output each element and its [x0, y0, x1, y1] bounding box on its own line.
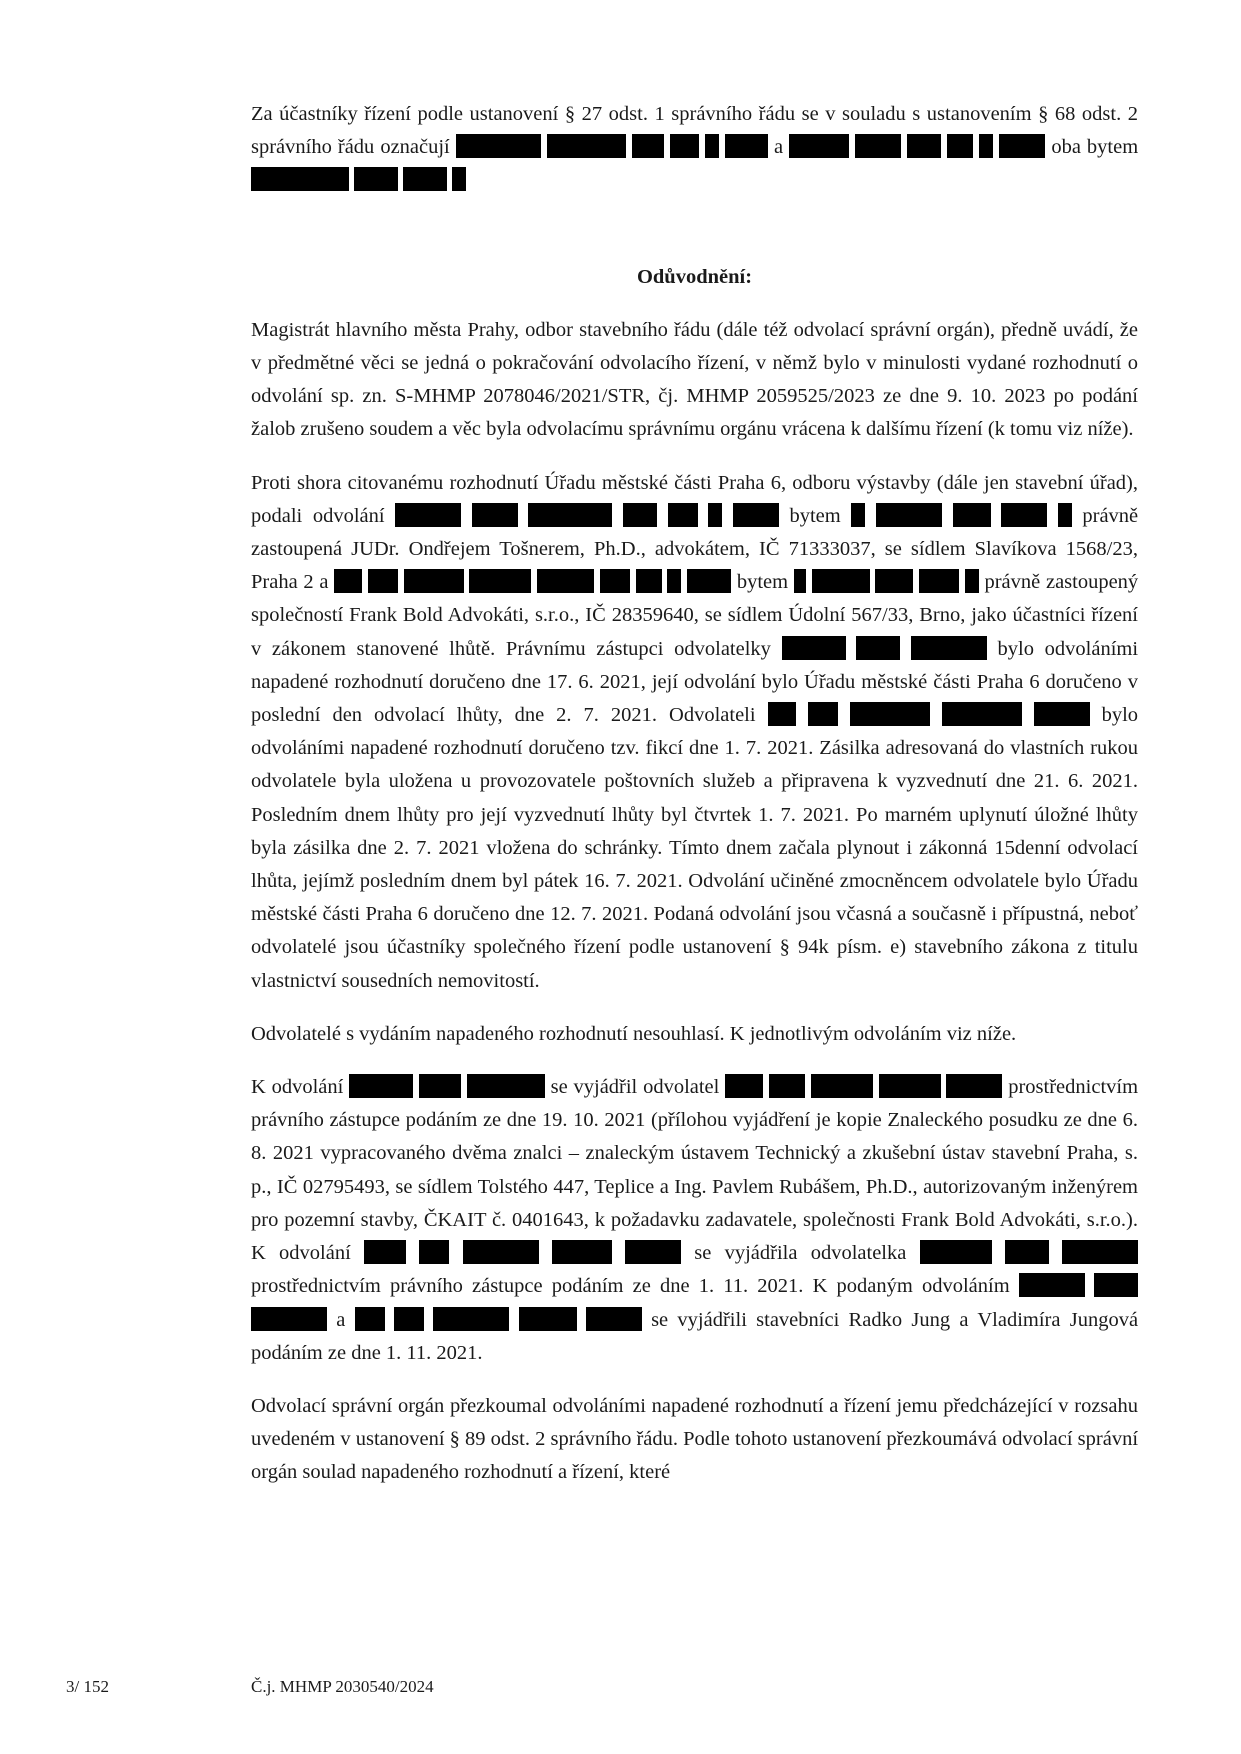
redaction-block	[600, 569, 630, 593]
intro-text: a	[773, 136, 784, 159]
paragraph-text: se vyjádřil odvolatel	[550, 1076, 720, 1099]
redaction-block	[334, 569, 362, 593]
redaction-block	[1034, 702, 1090, 726]
redaction-block	[547, 134, 626, 158]
redaction-block	[667, 569, 681, 593]
redaction-block	[354, 167, 398, 191]
intro-text: oba bytem	[1051, 136, 1139, 159]
redaction-block	[1094, 1273, 1138, 1297]
redaction-block	[632, 134, 664, 158]
redaction-block	[875, 569, 913, 593]
redaction-block	[811, 1074, 873, 1098]
paragraph-text: bylo odvoláními napadené rozhodnutí doručeno dne 17. 6. 2021, její odvolání bylo Úřadu městské části Praha 6 doručeno v poslední den odvolací lhůty, dne 2. 7. 2021. Odvolateli	[251, 637, 1139, 727]
redaction-block	[404, 569, 464, 593]
paragraph-text: bytem	[736, 571, 789, 594]
redaction-block	[947, 134, 973, 158]
paragraph: Odvolací správní orgán přezkoumal odvoláními napadené rozhodnutí a řízení jemu předcházející v rozsahu uvedeném v ustanovení § 89 odst. 2 správního řádu. Podle tohoto ustanovení přezkoumává odvolací správní orgán soulad napadeného rozhodnutí a řízení, které	[251, 1394, 1139, 1484]
paragraph-text: prostřednictvím právního zástupce podáním ze dne 1. 11. 2021. K podaným odvoláním	[251, 1275, 1010, 1298]
redaction-block	[251, 1307, 327, 1331]
redaction-block	[463, 1240, 539, 1264]
redaction-block	[368, 569, 398, 593]
redaction-block	[907, 134, 941, 158]
redaction-block	[537, 569, 594, 593]
redaction-block	[725, 1074, 763, 1098]
paragraph-text: právně zastoupená JUDr. Ondřejem Tošnerem, Ph.D., advokátem, IČ 71333037, se sídlem Slavíkova 1568/23, Praha 2 a	[251, 504, 1139, 594]
redaction-block	[979, 134, 993, 158]
redaction-block	[668, 503, 698, 527]
redaction-block	[942, 702, 1022, 726]
paragraph: Magistrát hlavního města Prahy, odbor stavebního řádu (dále též odvolací správní orgán), předně uvádí, že v předmětné věci se jedná o pokračování odvolacího řízení, v němž bylo v minulosti vydané rozhodnutí o odvolání sp. zn. S-MHMP 2078046/2021/STR, čj. MHMP 2059525/2023 ze dne 9. 10. 2023 po podání žalob zrušeno soudem a věc byla odvolacímu správnímu orgánu vrácena k dalšímu řízení (k tomu viz níže).	[251, 318, 1138, 441]
paragraph-text: bytem	[789, 504, 841, 527]
redaction-block	[794, 569, 806, 593]
redaction-block	[808, 702, 838, 726]
redaction-block	[467, 1074, 545, 1098]
redaction-block	[456, 134, 541, 158]
redaction-block	[1058, 503, 1072, 527]
paragraph-intro	[251, 98, 1138, 198]
redaction-block	[403, 167, 447, 191]
redaction-block	[670, 134, 699, 158]
intro-text: Za účastníky řízení podle ustanovení § 27 odst. 1 správního řádu se v souladu s ustanovením § 68 odst. 2 správního řádu označují	[251, 103, 1138, 159]
redaction-block	[705, 134, 719, 158]
redaction-block	[419, 1074, 461, 1098]
document-body	[251, 98, 1138, 1490]
redaction-block	[879, 1074, 941, 1098]
redaction-block	[469, 569, 531, 593]
redaction-block	[623, 503, 657, 527]
redaction-block	[769, 1074, 805, 1098]
redaction-block	[251, 167, 349, 191]
redaction-block	[1062, 1240, 1138, 1264]
redaction-block	[953, 503, 991, 527]
redaction-block	[768, 702, 796, 726]
redaction-block	[725, 134, 768, 158]
paragraph-text: právně zastoupený společností Frank Bold Advokáti, s.r.o., IČ 28359640, se sídlem Údolní 567/33, Brno, jako účastníci řízení v zákonem stanovené lhůtě. Právnímu zástupci odvolatelky	[251, 571, 1139, 660]
paragraph: Odvolatelé s vydáním napadeného rozhodnutí nesouhlasí. K jednotlivým odvoláním viz níže.	[251, 1022, 1017, 1045]
redaction-block	[733, 503, 779, 527]
paragraph-text: bylo odvoláními napadené rozhodnutí doručeno tzv. fikcí dne 1. 7. 2021. Zásilka adresovaná do vlastních rukou odvolatele byla uložena u provozovatele poštovních služeb a připravena k vyzvednutí dne 21. 6. 2021. Posledním dnem lhůty pro její vyzvednutí lhůty byl čtvrtek 1. 7. 2021. Po marném uplynutí úložné lhůty byla zásilka dne 2. 7. 2021 vložena do schránky. Tímto dnem začala plynout i zákonná 15denní odvolací lhůta, jejímž posledním dnem byl pátek 16. 7. 2021. Odvolání učiněné zmocněncem odvolatele bylo Úřadu městské části Praha 6 doručeno dne 12. 7. 2021. Podaná odvolání jsou včasná a současně i přípustná, neboť odvolatelé jsou účastníky společného řízení podle ustanovení § 94k písm. e) stavebního zákona z titulu vlastnictví sousedních nemovitostí.	[251, 704, 1139, 992]
redaction-block	[355, 1307, 385, 1331]
paragraph-appeals	[251, 467, 1138, 998]
paragraph-responses	[251, 1071, 1138, 1370]
redaction-block	[1001, 503, 1047, 527]
redaction-block	[999, 134, 1045, 158]
redaction-block	[419, 1240, 449, 1264]
redaction-block	[855, 134, 901, 158]
section-heading: Odůvodnění:	[636, 265, 753, 288]
redaction-block	[850, 702, 930, 726]
redaction-block	[920, 1240, 992, 1264]
paragraph-text: a	[336, 1308, 346, 1331]
redaction-block	[519, 1307, 577, 1331]
redaction-block	[552, 1240, 612, 1264]
redaction-block	[472, 503, 518, 527]
redaction-block	[946, 1074, 1002, 1098]
paragraph-text: Proti shora citovanému rozhodnutí Úřadu městské části Praha 6, odboru výstavby (dále jen stavební úřad), podali odvolání	[251, 471, 1138, 527]
redaction-block	[919, 569, 959, 593]
redaction-block	[851, 503, 865, 527]
redaction-block	[452, 167, 466, 191]
redaction-block	[395, 503, 461, 527]
redaction-block	[965, 569, 979, 593]
redaction-block	[876, 503, 942, 527]
paragraph-text: se vyjádřila odvolatelka	[694, 1242, 907, 1265]
paragraph-text: K odvolání	[251, 1076, 344, 1099]
redaction-block	[625, 1240, 681, 1264]
redaction-block	[636, 569, 662, 593]
redaction-block	[1005, 1240, 1049, 1264]
redaction-block	[364, 1240, 406, 1264]
redaction-block	[708, 503, 722, 527]
redaction-block	[687, 569, 731, 593]
redaction-block	[782, 636, 846, 660]
redaction-block	[1019, 1273, 1085, 1297]
page-number: 3/ 152	[66, 1677, 109, 1696]
redaction-block	[856, 636, 900, 660]
paragraph-text: prostřednictvím právního zástupce podáním ze dne 19. 10. 2021 (přílohou vyjádření je kopie Znaleckého posudku ze dne 6. 8. 2021 vypracovaného dvěma znalci – znaleckým ústavem Technický a zkušební ústav stavební Praha, s. p., IČ 02795493, se sídlem Tolstého 447, Teplice a Ing. Pavlem Rubášem, Ph.D., autorizovaným inženýrem pro pozemní stavby, ČKAIT č. 0401643, k požadavku zadavatele, společnosti Frank Bold Advokáti, s.r.o.). K odvolání	[251, 1076, 1139, 1265]
redaction-block	[394, 1307, 424, 1331]
redaction-block	[812, 569, 870, 593]
redaction-block	[586, 1307, 642, 1331]
redaction-block	[911, 636, 987, 660]
redaction-block	[349, 1074, 413, 1098]
redaction-block	[789, 134, 849, 158]
paragraph-text: se vyjádřili stavebníci Radko Jung a Vladimíra Jungová podáním ze dne 1. 11. 2021.	[251, 1308, 1139, 1364]
redaction-block	[528, 503, 612, 527]
redaction-block	[433, 1307, 509, 1331]
document-reference: Č.j. MHMP 2030540/2024	[251, 1677, 434, 1696]
